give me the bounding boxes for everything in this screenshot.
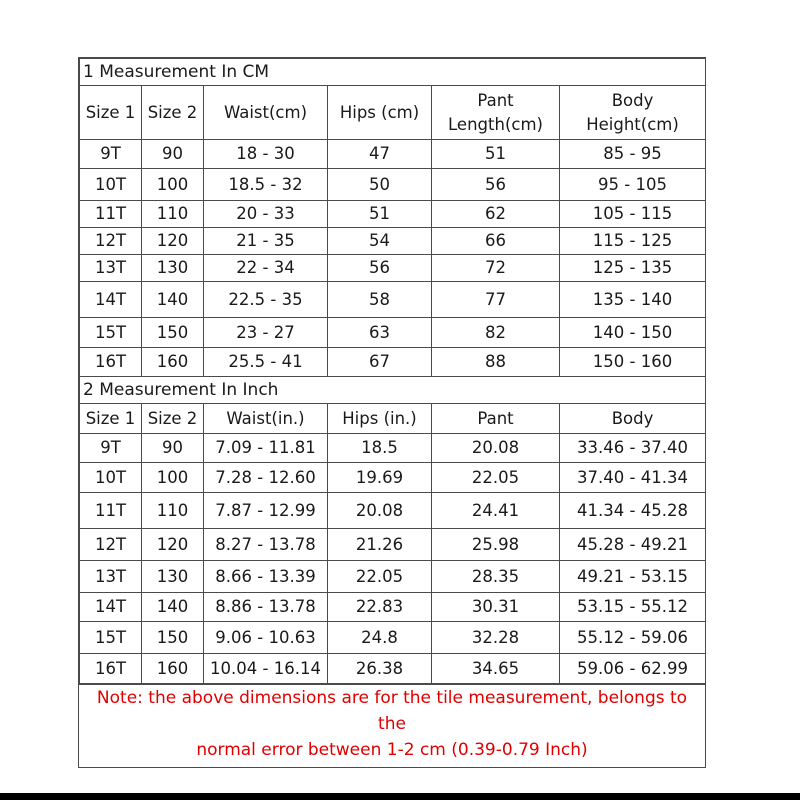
cm-table-cell: 100 bbox=[142, 169, 204, 201]
inch-table-row bbox=[80, 561, 706, 593]
cm-table-cell: 120 bbox=[142, 228, 204, 255]
cm-header-cell bbox=[432, 86, 560, 140]
cm-table-row bbox=[80, 169, 706, 201]
note-line-2: normal error between 1-2 cm (0.39-0.79 Inch) bbox=[196, 740, 588, 760]
inch-section-title: 2 Measurement In Inch bbox=[80, 377, 706, 404]
cm-table-cell: 115 - 125 bbox=[560, 228, 706, 255]
cm-table-row bbox=[80, 255, 706, 282]
inch-table-cell: 20.08 bbox=[328, 493, 432, 529]
inch-table-cell: 26.38 bbox=[328, 654, 432, 684]
cm-table-cell: 82 bbox=[432, 318, 560, 348]
cm-table-cell: 25.5 - 41 bbox=[204, 348, 328, 377]
cm-table-row bbox=[80, 282, 706, 318]
size-table bbox=[79, 58, 706, 684]
cm-table-cell: 23 - 27 bbox=[204, 318, 328, 348]
inch-header-cell: Size 2 bbox=[142, 404, 204, 434]
inch-header-cell: Body bbox=[560, 404, 706, 434]
cm-table-cell: 110 bbox=[142, 201, 204, 228]
inch-table-cell: 9.06 - 10.63 bbox=[204, 622, 328, 654]
inch-table-cell: 9T bbox=[80, 434, 142, 463]
inch-header-cell: Waist(in.) bbox=[204, 404, 328, 434]
note-line-1: Note: the above dimensions are for the tile measurement, belongs to the bbox=[96, 688, 688, 734]
inch-table-cell: 150 bbox=[142, 622, 204, 654]
inch-table-cell: 24.8 bbox=[328, 622, 432, 654]
cm-section-title: 1 Measurement In CM bbox=[80, 59, 706, 86]
cm-table-cell: 12T bbox=[80, 228, 142, 255]
inch-table-cell: 33.46 - 37.40 bbox=[560, 434, 706, 463]
cm-table-cell: 11T bbox=[80, 201, 142, 228]
cm-table-cell: 150 bbox=[142, 318, 204, 348]
cm-table-cell: 72 bbox=[432, 255, 560, 282]
cm-table-cell: 47 bbox=[328, 140, 432, 169]
cm-header-line: Body bbox=[611, 90, 654, 110]
inch-table-cell: 22.05 bbox=[432, 463, 560, 493]
cm-table-cell: 67 bbox=[328, 348, 432, 377]
inch-table-row bbox=[80, 493, 706, 529]
size-table-body bbox=[80, 59, 706, 684]
inch-section-row bbox=[80, 377, 706, 404]
inch-table-cell: 32.28 bbox=[432, 622, 560, 654]
cm-table-cell: 62 bbox=[432, 201, 560, 228]
inch-table-cell: 22.83 bbox=[328, 593, 432, 622]
cm-table-cell: 150 - 160 bbox=[560, 348, 706, 377]
cm-header-cell: Size 1 bbox=[80, 86, 142, 140]
cm-header-cell: Size 2 bbox=[142, 86, 204, 140]
cm-table-cell: 20 - 33 bbox=[204, 201, 328, 228]
cm-table-cell: 66 bbox=[432, 228, 560, 255]
cm-table-cell: 16T bbox=[80, 348, 142, 377]
cm-table-cell: 22 - 34 bbox=[204, 255, 328, 282]
inch-table-cell: 160 bbox=[142, 654, 204, 684]
inch-table-cell: 20.08 bbox=[432, 434, 560, 463]
cm-table-cell: 15T bbox=[80, 318, 142, 348]
inch-table-cell: 59.06 - 62.99 bbox=[560, 654, 706, 684]
inch-table-cell: 28.35 bbox=[432, 561, 560, 593]
cm-header-line: Pant bbox=[477, 90, 514, 110]
inch-table-row bbox=[80, 434, 706, 463]
cm-header-line: Height(cm) bbox=[586, 114, 679, 134]
cm-table-cell: 51 bbox=[328, 201, 432, 228]
cm-table-cell: 95 - 105 bbox=[560, 169, 706, 201]
inch-table-row bbox=[80, 593, 706, 622]
inch-table-cell: 140 bbox=[142, 593, 204, 622]
cm-header-cell: Hips (cm) bbox=[328, 86, 432, 140]
cm-table-cell: 90 bbox=[142, 140, 204, 169]
cm-section-row bbox=[80, 59, 706, 86]
cm-table-cell: 140 - 150 bbox=[560, 318, 706, 348]
cm-header-line: Length(cm) bbox=[448, 114, 543, 134]
inch-table-cell: 11T bbox=[80, 493, 142, 529]
inch-table-cell: 34.65 bbox=[432, 654, 560, 684]
cm-table-cell: 18 - 30 bbox=[204, 140, 328, 169]
inch-table-cell: 8.86 - 13.78 bbox=[204, 593, 328, 622]
cm-table-cell: 160 bbox=[142, 348, 204, 377]
inch-table-cell: 18.5 bbox=[328, 434, 432, 463]
inch-table-cell: 7.28 - 12.60 bbox=[204, 463, 328, 493]
inch-table-row bbox=[80, 654, 706, 684]
inch-table-row bbox=[80, 622, 706, 654]
inch-table-cell: 120 bbox=[142, 529, 204, 561]
inch-table-cell: 25.98 bbox=[432, 529, 560, 561]
inch-table-cell: 19.69 bbox=[328, 463, 432, 493]
cm-table-row bbox=[80, 201, 706, 228]
cm-table-cell: 9T bbox=[80, 140, 142, 169]
cm-table-cell: 88 bbox=[432, 348, 560, 377]
cm-table-cell: 77 bbox=[432, 282, 560, 318]
cm-table-row bbox=[80, 318, 706, 348]
cm-table-cell: 63 bbox=[328, 318, 432, 348]
inch-table-cell: 8.66 - 13.39 bbox=[204, 561, 328, 593]
inch-table-cell: 16T bbox=[80, 654, 142, 684]
inch-table-cell: 10.04 - 16.14 bbox=[204, 654, 328, 684]
inch-header-row bbox=[80, 404, 706, 434]
cm-table-cell: 58 bbox=[328, 282, 432, 318]
inch-table-row bbox=[80, 463, 706, 493]
cm-table-row bbox=[80, 140, 706, 169]
cm-header-cell: Waist(cm) bbox=[204, 86, 328, 140]
cm-table-cell: 85 - 95 bbox=[560, 140, 706, 169]
inch-table-cell: 22.05 bbox=[328, 561, 432, 593]
cm-table-cell: 21 - 35 bbox=[204, 228, 328, 255]
cm-table-cell: 18.5 - 32 bbox=[204, 169, 328, 201]
inch-table-cell: 7.87 - 12.99 bbox=[204, 493, 328, 529]
inch-table-cell: 15T bbox=[80, 622, 142, 654]
inch-table-cell: 110 bbox=[142, 493, 204, 529]
inch-table-cell: 37.40 - 41.34 bbox=[560, 463, 706, 493]
cm-table-row bbox=[80, 228, 706, 255]
inch-table-cell: 90 bbox=[142, 434, 204, 463]
cm-table-cell: 56 bbox=[432, 169, 560, 201]
cm-header-row bbox=[80, 86, 706, 140]
cm-table-cell: 54 bbox=[328, 228, 432, 255]
cm-table-cell: 56 bbox=[328, 255, 432, 282]
inch-table-row bbox=[80, 529, 706, 561]
cm-table-cell: 22.5 - 35 bbox=[204, 282, 328, 318]
cm-table-cell: 50 bbox=[328, 169, 432, 201]
cm-header-cell bbox=[560, 86, 706, 140]
inch-table-cell: 12T bbox=[80, 529, 142, 561]
cm-table-cell: 140 bbox=[142, 282, 204, 318]
inch-table-cell: 49.21 - 53.15 bbox=[560, 561, 706, 593]
inch-table-cell: 13T bbox=[80, 561, 142, 593]
inch-header-cell: Size 1 bbox=[80, 404, 142, 434]
cm-table-cell: 13T bbox=[80, 255, 142, 282]
inch-table-cell: 53.15 - 55.12 bbox=[560, 593, 706, 622]
inch-table-cell: 130 bbox=[142, 561, 204, 593]
inch-table-cell: 55.12 - 59.06 bbox=[560, 622, 706, 654]
cm-table-cell: 10T bbox=[80, 169, 142, 201]
inch-table-cell: 24.41 bbox=[432, 493, 560, 529]
inch-table-cell: 30.31 bbox=[432, 593, 560, 622]
bottom-rule bbox=[0, 793, 800, 800]
inch-table-cell: 21.26 bbox=[328, 529, 432, 561]
cm-table-cell: 130 bbox=[142, 255, 204, 282]
inch-header-cell: Hips (in.) bbox=[328, 404, 432, 434]
cm-table-cell: 105 - 115 bbox=[560, 201, 706, 228]
cm-table-cell: 135 - 140 bbox=[560, 282, 706, 318]
cm-table-cell: 51 bbox=[432, 140, 560, 169]
inch-table-cell: 10T bbox=[80, 463, 142, 493]
inch-table-cell: 41.34 - 45.28 bbox=[560, 493, 706, 529]
cm-table-row bbox=[80, 348, 706, 377]
inch-table-cell: 100 bbox=[142, 463, 204, 493]
inch-table-cell: 8.27 - 13.78 bbox=[204, 529, 328, 561]
size-chart bbox=[78, 57, 706, 768]
inch-header-cell: Pant bbox=[432, 404, 560, 434]
inch-table-cell: 45.28 - 49.21 bbox=[560, 529, 706, 561]
note bbox=[79, 684, 705, 767]
cm-table-cell: 14T bbox=[80, 282, 142, 318]
cm-table-cell: 125 - 135 bbox=[560, 255, 706, 282]
inch-table-cell: 7.09 - 11.81 bbox=[204, 434, 328, 463]
inch-table-cell: 14T bbox=[80, 593, 142, 622]
